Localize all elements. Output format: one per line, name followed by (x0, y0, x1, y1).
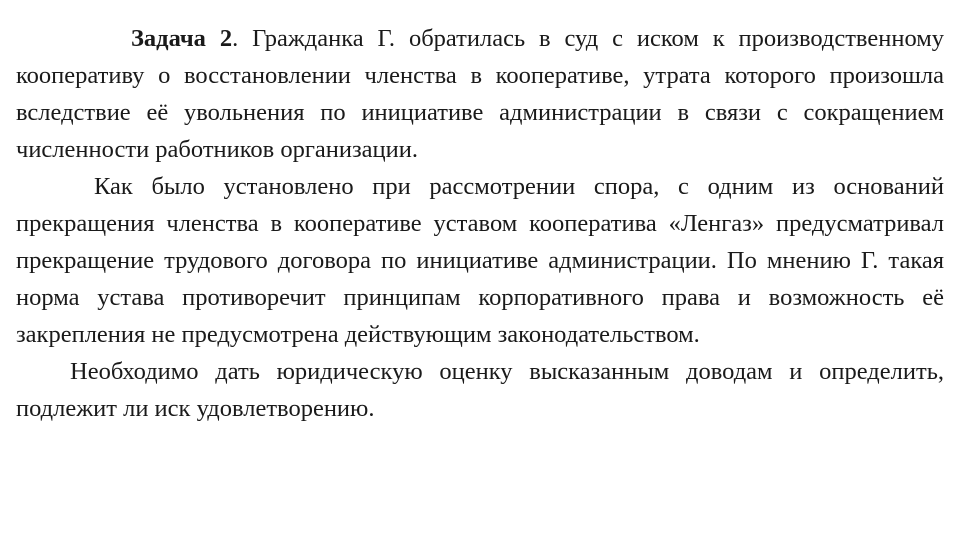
task-text: . Гражданка Г. обратилась в суд с иском к производственному кооперативу о восстановлении членства в кооперативе, утрата которого произошла вследствие её увольнения по инициативе администрации в связи с сокращением численности работников организации. (16, 25, 944, 163)
task-label: Задача 2 (131, 25, 233, 52)
task-paragraph (16, 20, 944, 168)
question-paragraph: Необходимо дать юридическую оценку высказанным доводам и определить, подлежит ли иск удовлетворению. (16, 358, 944, 422)
document-page (16, 20, 944, 427)
facts-paragraph: Как было установлено при рассмотрении спора, с одним из оснований прекращения членства в кооперативе уставом кооператива «Ленгаз» предусматривал прекращение трудового договора по инициативе администрации. По мнению Г. такая норма устава противоречит принципам корпоративного права и возможность её закрепления не предусмотрена действующим законодательством. (16, 173, 944, 348)
